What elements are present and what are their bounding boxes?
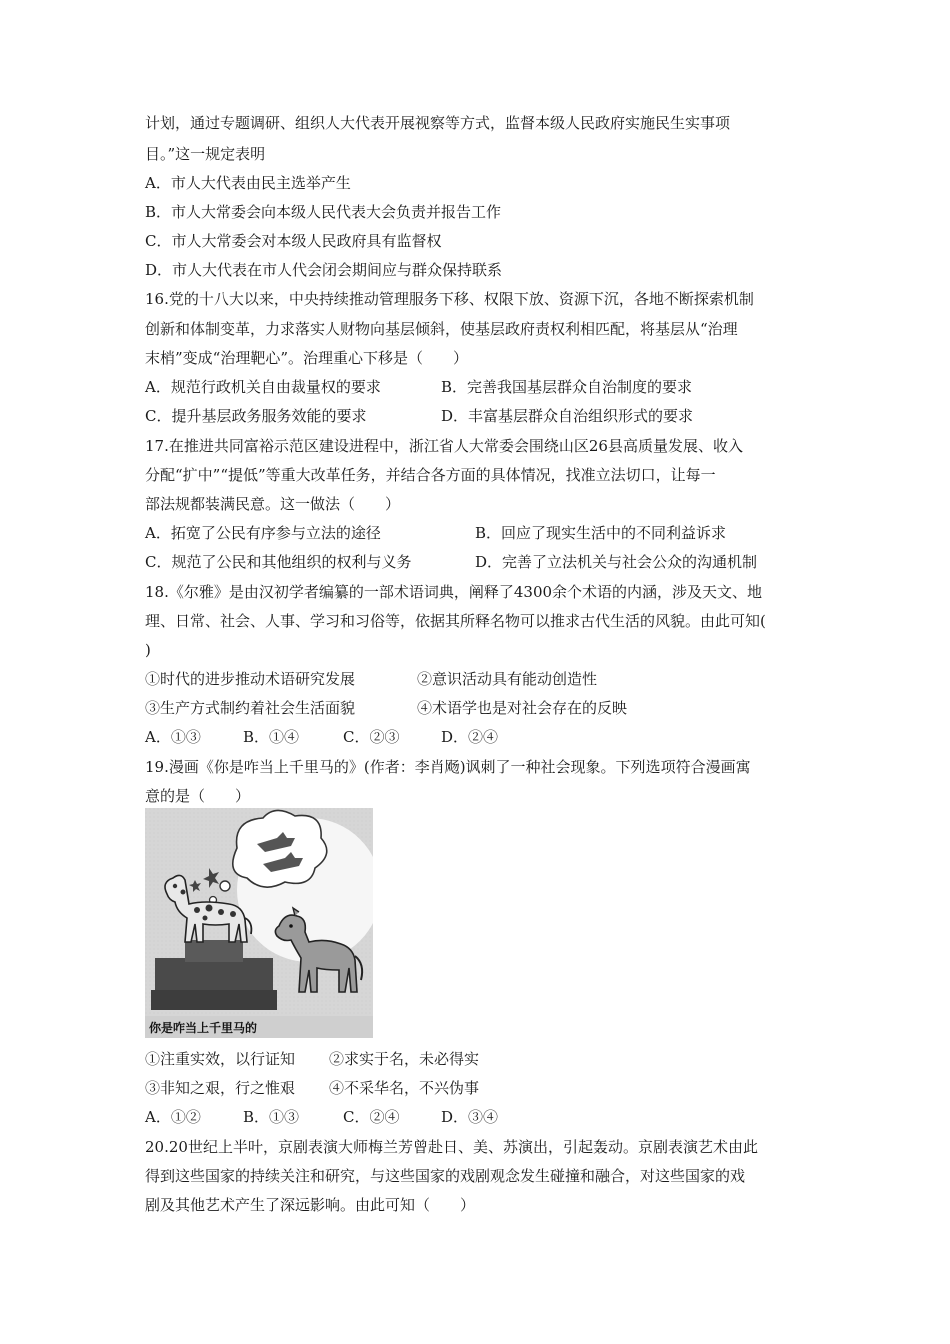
q18-option-d: D．②④ bbox=[441, 728, 499, 746]
q19-stem-line-1: 19.漫画《你是咋当上千里马的》(作者：李肖飏)讽刺了一种社会现象。下列选项符合漫画寓 bbox=[145, 758, 751, 776]
q15-option-d: D．市人大代表在市人代会闭会期间应与群众保持联系 bbox=[145, 261, 503, 279]
q15-stem-line-2: 目。”这一规定表明 bbox=[145, 145, 266, 163]
q15-option-c: C．市人大常委会对本级人民政府具有监督权 bbox=[145, 232, 442, 250]
q15-stem-line-1: 计划，通过专题调研、组织人大代表开展视察等方式，监督本级人民政府实施民生实事项 bbox=[145, 114, 731, 132]
cartoon-drawing bbox=[145, 808, 373, 1038]
q17-stem-line-3: 部法规都装满民意。这一做法（ ） bbox=[145, 495, 401, 513]
q19-statement-3: ③非知之艰，行之惟艰 bbox=[145, 1079, 296, 1097]
q18-statement-3: ③生产方式制约着社会生活面貌 bbox=[145, 699, 356, 717]
q18-option-c: C．②③ bbox=[343, 728, 400, 746]
q17-option-d: D．完善了立法机关与社会公众的沟通机制 bbox=[475, 553, 758, 571]
q15-option-a: A．市人大代表由民主选举产生 bbox=[145, 174, 351, 192]
q16-stem-line-1: 16.党的十八大以来，中央持续推动管理服务下移、权限下放、资源下沉，各地不断探索机制 bbox=[145, 290, 754, 308]
q20-stem-line-1: 20.20世纪上半叶，京剧表演大师梅兰芳曾赴日、美、苏演出，引起轰动。京剧表演艺术由此 bbox=[145, 1138, 758, 1156]
q19-statement-2: ②求实于名，未必得实 bbox=[329, 1050, 480, 1068]
q16-stem-line-2: 创新和体制变革，力求落实人财物向基层倾斜，使基层政府责权利相匹配，将基层从“治理 bbox=[145, 320, 738, 338]
q17-option-c: C．规范了公民和其他组织的权利与义务 bbox=[145, 553, 412, 571]
q18-option-b: B．①④ bbox=[243, 728, 300, 746]
q18-statement-2: ②意识活动具有能动创造性 bbox=[417, 670, 598, 688]
q16-option-b: B．完善我国基层群众自治制度的要求 bbox=[441, 378, 693, 396]
q19-statement-1: ①注重实效，以行证知 bbox=[145, 1050, 296, 1068]
q18-statement-4: ④术语学也是对社会存在的反映 bbox=[417, 699, 628, 717]
q18-statement-1: ①时代的进步推动术语研究发展 bbox=[145, 670, 356, 688]
q16-option-d: D．丰富基层群众自治组织形式的要求 bbox=[441, 407, 694, 425]
q16-stem-line-3: 末梢”变成“治理靶心”。治理重心下移是（ ） bbox=[145, 349, 469, 367]
q15-option-b: B．市人大常委会向本级人民代表大会负责并报告工作 bbox=[145, 203, 502, 221]
q18-option-a: A．①③ bbox=[145, 728, 201, 746]
q17-option-b: B．回应了现实生活中的不同利益诉求 bbox=[475, 524, 727, 542]
q16-option-a: A．规范行政机关自由裁量权的要求 bbox=[145, 378, 381, 396]
q17-stem-line-1: 17.在推进共同富裕示范区建设进程中，浙江省人大常委会围绕山区26县高质量发展、收入 bbox=[145, 437, 743, 455]
thought-bubble bbox=[233, 810, 327, 887]
q19-option-d: D．③④ bbox=[441, 1108, 499, 1126]
cartoon-illustration bbox=[145, 808, 373, 1038]
cartoon-caption: 你是咋当上千里马的 bbox=[149, 1021, 258, 1035]
q18-stem-line-2: 理、日常、社会、人事、学习和习俗等，依据其所释名物可以推求古代生活的风貌。由此可知( bbox=[145, 612, 766, 630]
q18-stem-line-1: 18.《尔雅》是由汉初学者编纂的一部术语词典，阐释了4300余个术语的内涵，涉及天文、地 bbox=[145, 583, 763, 601]
q16-option-c: C．提升基层政务服务效能的要求 bbox=[145, 407, 367, 425]
q17-stem-line-2: 分配“扩中”“提低”等重大改革任务，并结合各方面的具体情况，找准立法切口，让每一 bbox=[145, 466, 716, 484]
q17-option-a: A．拓宽了公民有序参与立法的途径 bbox=[145, 524, 381, 542]
q20-stem-line-3: 剧及其他艺术产生了深远影响。由此可知（ ） bbox=[145, 1196, 476, 1214]
q19-statement-4: ④不采华名，不兴伪事 bbox=[329, 1079, 480, 1097]
q19-option-b: B．①③ bbox=[243, 1108, 300, 1126]
q18-stem-line-3: ) bbox=[145, 641, 151, 659]
q19-stem-line-2: 意的是（ ） bbox=[145, 787, 251, 805]
q19-option-c: C．②④ bbox=[343, 1108, 400, 1126]
q20-stem-line-2: 得到这些国家的持续关注和研究，与这些国家的戏剧观念发生碰撞和融合，对这些国家的戏 bbox=[145, 1167, 746, 1185]
q19-option-a: A．①② bbox=[145, 1108, 201, 1126]
